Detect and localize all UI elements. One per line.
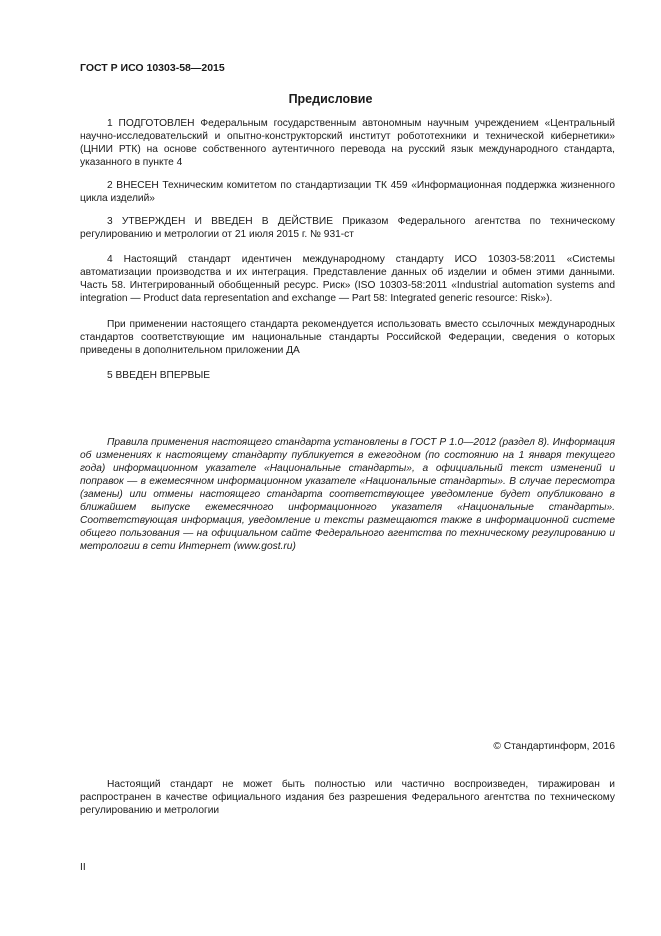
rules-note: Правила применения настоящего стандарта установлены в ГОСТ Р 1.0—2012 (раздел 8). Информация об изменениях к настоящему стандарту публикуется в ежегодном (по состоянию на 1 января текущего года) информационном указателе «Национальные стандарты», а официальный текст изменений и поправок — в ежемесячном информационном указателе «Национальные стандарты». В случае пересмотра (замены) или отмены настоящего стандарта соответствующее уведомление будет опубликовано в ближайшем выпуске ежемесячного информационного указателя «Национальные стандарты». Соответствующая информация, уведомление и тексты размещаются также в информационной системе общего пользования — на официальном сайте Федерального агентства по техническому регулированию и метрологии в сети Интернет (www.gost.ru) <box>80 437 615 552</box>
item-4-identical: 4 Настоящий стандарт идентичен международному стандарту ИСО 10303-58:2011 «Системы автоматизации производства и их интеграция. Представление данных об изделии и обмен этими данными. Часть 58. Интегрированный обобщенный ресурс. Риск» (ISO 10303-58:2011 «Industrial automation systems and integration — Product data representation and exchange — Part 58: Integrated generic resource: Risk»). <box>80 254 615 304</box>
page-number: II <box>80 862 86 873</box>
item-5-first-introduced: 5 ВВЕДЕН ВПЕРВЫЕ <box>107 370 211 381</box>
item-2-introduced: 2 ВНЕСЕН Техническим комитетом по стандартизации ТК 459 «Информационная поддержка жизненного цикла изделий» <box>80 180 615 204</box>
item-4-usage-note: При применении настоящего стандарта рекомендуется использовать вместо ссылочных международных стандартов соответствующие им национальные стандарты Российской Федерации, сведения о которых приведены в дополнительном приложении ДА <box>80 319 615 356</box>
page-title: Предисловие <box>288 92 373 106</box>
item-3-approved: 3 УТВЕРЖДЕН И ВВЕДЕН В ДЕЙСТВИЕ Приказом Федерального агентства по техническому регулированию и метрологии от 21 июля 2015 г. № 931-ст <box>80 216 615 240</box>
reproduction-note: Настоящий стандарт не может быть полностью или частично воспроизведен, тиражирован и распространен в качестве официального издания без разрешения Федерального агентства по техническому регулированию и метрологии <box>80 779 615 816</box>
item-1-prepared: 1 ПОДГОТОВЛЕН Федеральным государственным автономным научным учреждением «Центральный научно-исследовательский и опытно-конструкторский институт робототехники и технической кибернетики» (ЦНИИ РТК) на основе собственного аутентичного перевода на русский язык международного стандарта, указанного в пункте 4 <box>80 118 615 168</box>
copyright: © Стандартинформ, 2016 <box>493 741 615 752</box>
document-code: ГОСТ Р ИСО 10303-58—2015 <box>80 62 225 74</box>
